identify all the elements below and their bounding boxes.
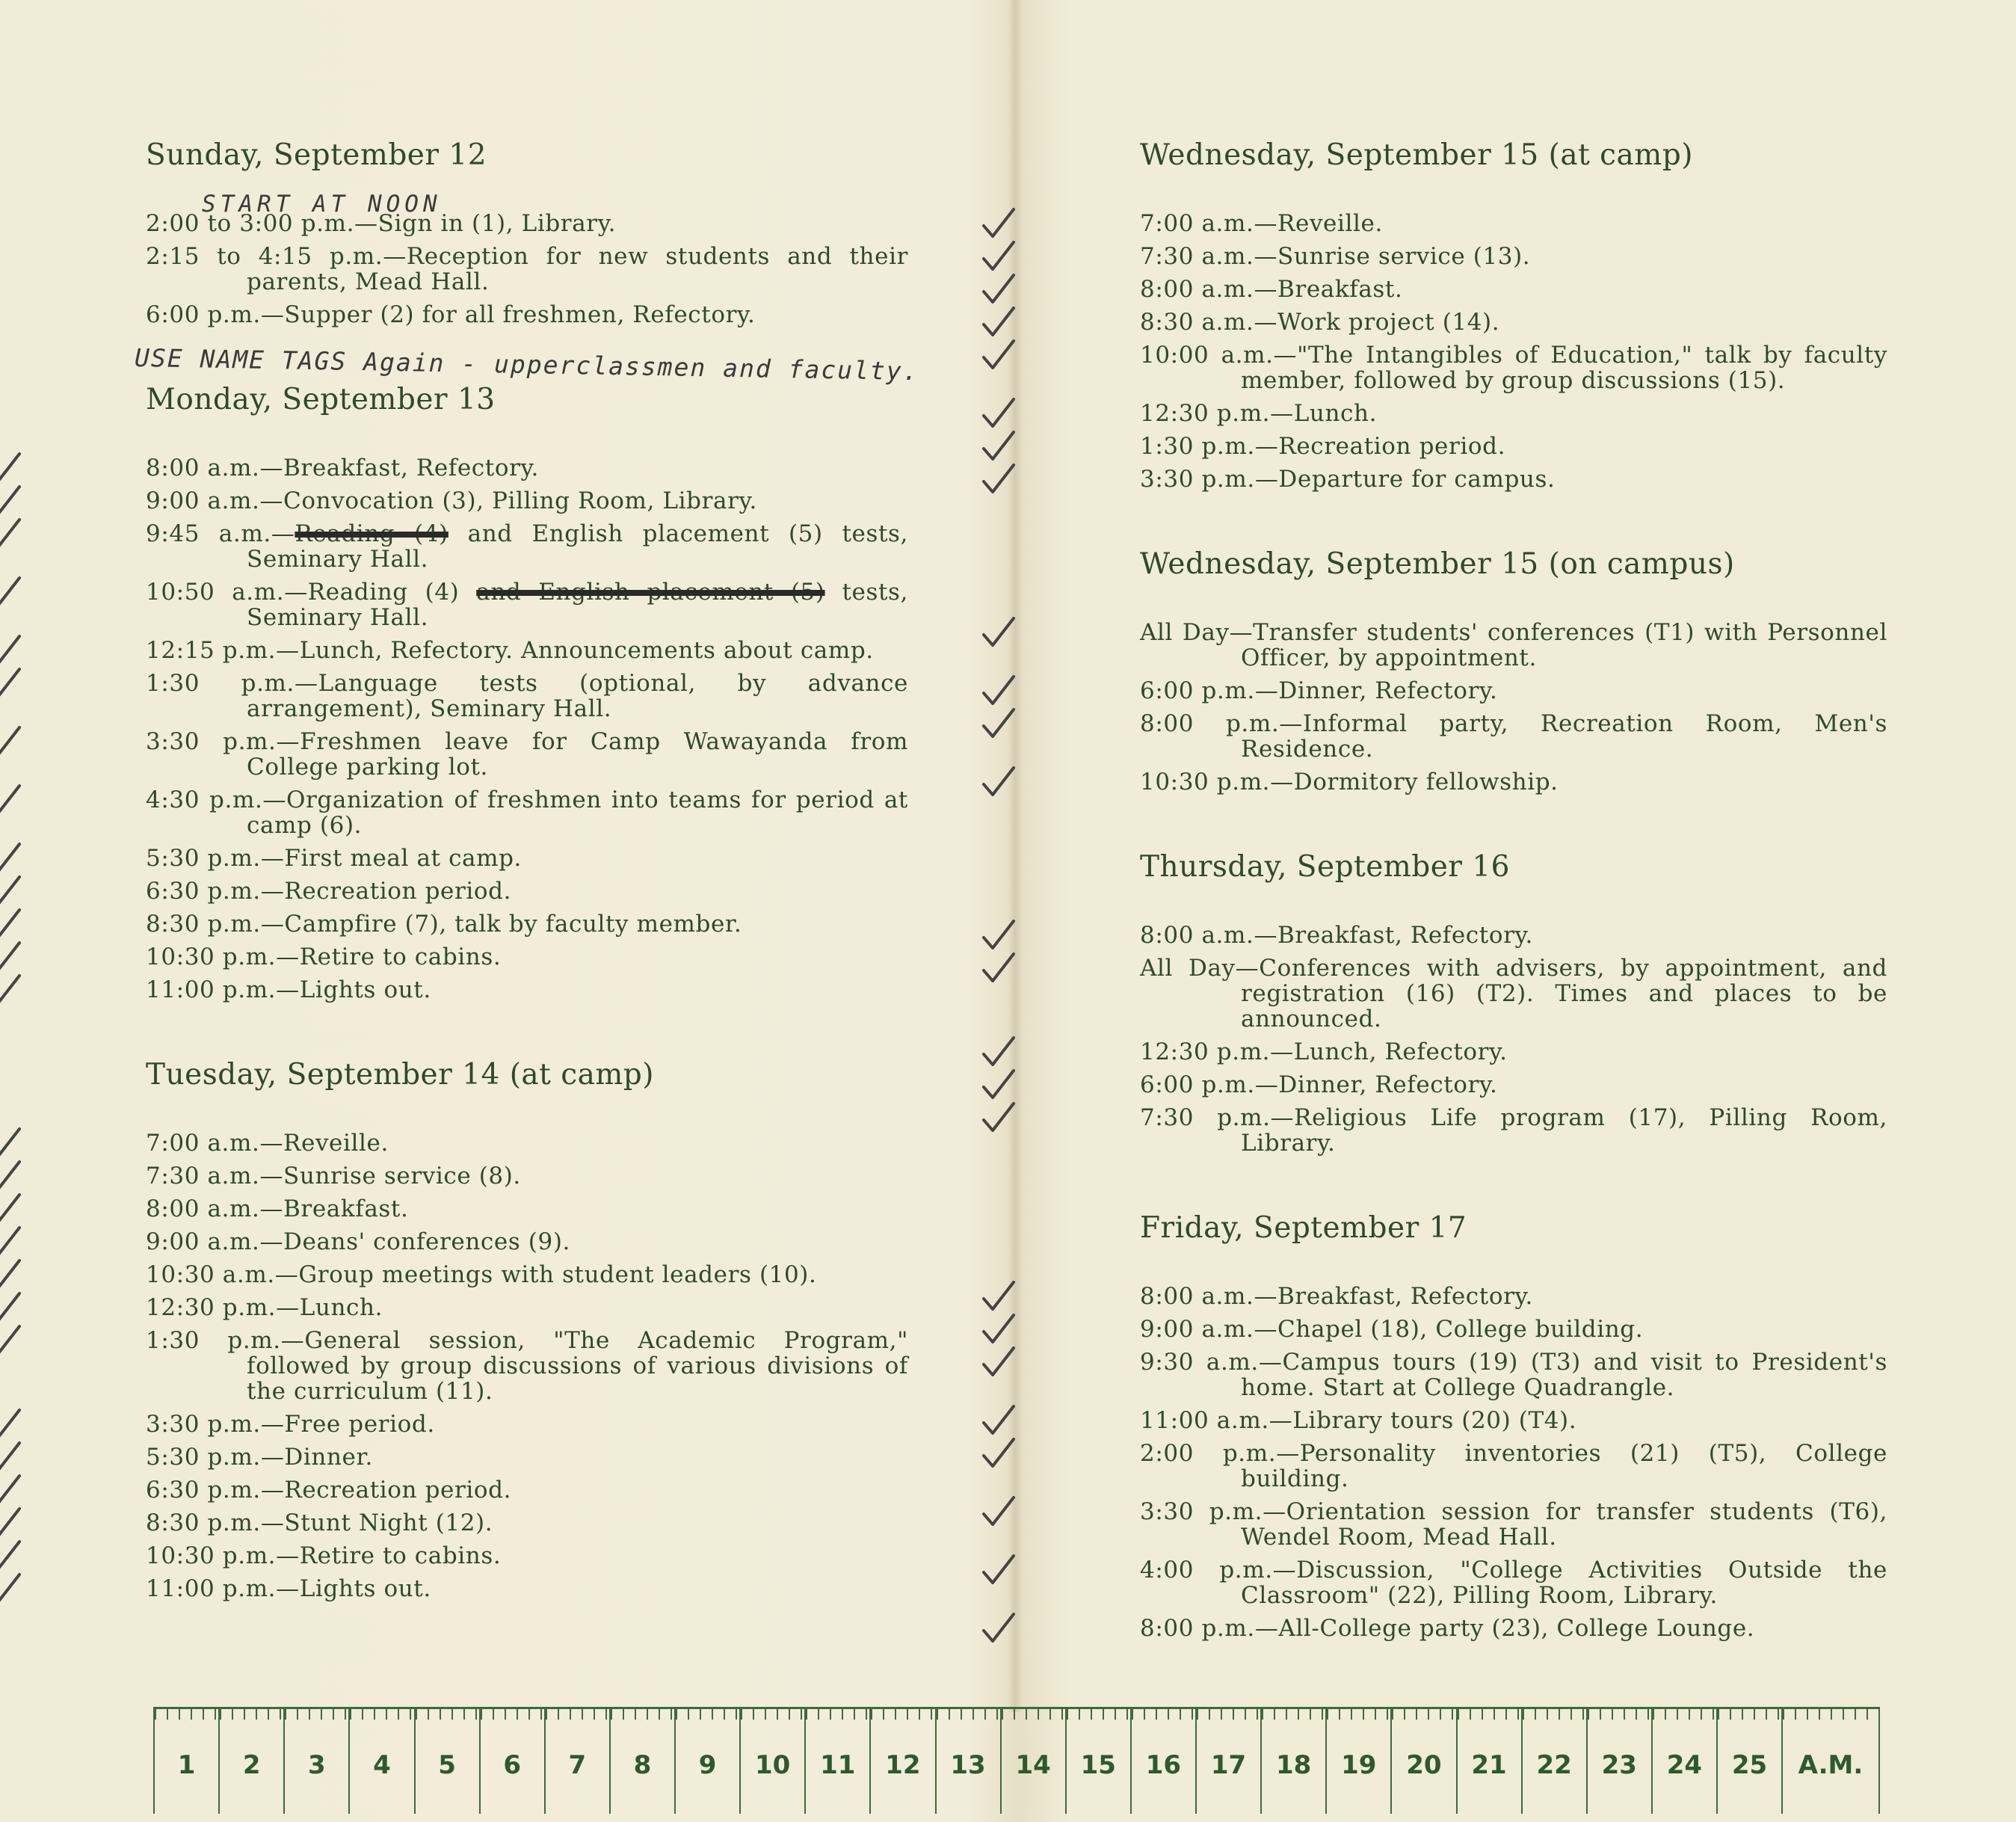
entry-text: 8:00 p.m.—Informal party, Recreation Room, Men's Residence. — [1140, 710, 1887, 763]
schedule-entry — [1140, 434, 1887, 459]
entry-text: 1:30 p.m.—Recreation period. — [1140, 433, 1506, 460]
entry-text: 5:30 p.m.—Dinner. — [146, 1444, 373, 1471]
schedule-entry — [1140, 277, 1887, 302]
entry-text: 7:00 a.m.—Reveille. — [146, 1130, 389, 1157]
entry-text: 3:30 p.m.—Free period. — [146, 1411, 435, 1438]
handwritten-check-icon — [1080, 1554, 1118, 1587]
schedule-entry — [146, 1412, 908, 1437]
entry-text: 7:00 a.m.—Reveille. — [1140, 210, 1383, 237]
entry-text: 10:30 a.m.—Group meetings with student leaders (10). — [146, 1261, 817, 1288]
entry-text: 3:30 p.m.—Orientation session for transfer students (T6), Wendel Room, Mead Hall. — [1140, 1498, 1887, 1551]
ruler-label: 24 — [1666, 1750, 1703, 1780]
schedule-entry — [146, 977, 908, 1003]
ruler-label: 8 — [633, 1750, 652, 1780]
handwritten-check-icon — [86, 485, 123, 518]
schedule-entry — [146, 1328, 908, 1404]
ruler-label: 18 — [1276, 1750, 1312, 1780]
entry-text: 9:00 a.m.—Deans' conferences (9). — [146, 1228, 570, 1255]
handwritten-check-icon — [1080, 1405, 1118, 1438]
schedule-entry — [146, 1444, 908, 1470]
ruler-label: 2 — [242, 1750, 261, 1780]
ruler-cell — [153, 1709, 218, 1814]
schedule-entry — [146, 911, 908, 937]
entry-text: 9:00 a.m.—Chapel (18), College building. — [1140, 1316, 1644, 1343]
handwritten-check-icon — [1080, 241, 1118, 274]
schedule-entry — [146, 878, 908, 904]
day-section — [146, 138, 908, 327]
handwritten-check-icon — [1080, 1036, 1118, 1069]
day-section — [146, 1058, 908, 1601]
ruler-label: 14 — [1015, 1750, 1051, 1780]
schedule-entry — [146, 1543, 908, 1569]
ruler-label: 4 — [373, 1750, 391, 1780]
entry-text: 10:30 p.m.—Dormitory fellowship. — [1140, 769, 1559, 795]
schedule-entry — [146, 1295, 908, 1320]
schedule-entry — [1140, 1349, 1887, 1400]
handwritten-check-icon — [86, 1474, 123, 1507]
ruler-label: 9 — [698, 1750, 717, 1780]
entry-text: 10:30 p.m.—Retire to cabins. — [146, 944, 502, 970]
ruler-label: 23 — [1601, 1750, 1637, 1780]
handwritten-check-icon — [86, 518, 123, 551]
ruler-cell — [739, 1709, 804, 1814]
schedule-entry — [1140, 1317, 1887, 1342]
entry-text: 3:30 p.m.—Departure for campus. — [1140, 466, 1556, 493]
ruler-label: A.M. — [1798, 1750, 1864, 1780]
entry-text: 8:00 p.m.—All-College party (23), College Lounge. — [1140, 1615, 1755, 1642]
handwritten-note-name-tags: USE NAME TAGS Again - upperclassmen and faculty. — [134, 342, 919, 387]
handwritten-check-icon — [1080, 708, 1118, 741]
ruler-label: 10 — [755, 1750, 791, 1780]
schedule-entry — [1140, 401, 1887, 426]
handwritten-check-icon — [1080, 1613, 1118, 1646]
entry-text: 6:30 p.m.—Recreation period. — [146, 878, 512, 905]
ruler-label: 13 — [950, 1750, 986, 1780]
ruler-cell — [674, 1709, 739, 1814]
ruler-cell — [479, 1709, 544, 1814]
entry-text: 8:00 a.m.—Breakfast, Refectory. — [1140, 1283, 1533, 1310]
entry-text: 6:00 p.m.—Dinner, Refectory. — [1140, 1071, 1498, 1098]
entry-text: 2:00 to 3:00 p.m.—Sign in (1), Library. — [146, 210, 617, 237]
ruler-cell — [283, 1709, 348, 1814]
day-title: Wednesday, September 15 (on campus) — [1140, 547, 1735, 581]
entry-text: 9:00 a.m.—Convocation (3), Pilling Room, Library. — [146, 487, 757, 514]
schedule-entry — [146, 579, 908, 630]
ruler-label: 12 — [885, 1750, 921, 1780]
handwritten-check-icon — [1080, 920, 1118, 952]
ruler-cell — [1456, 1709, 1521, 1814]
entry-text: 1:30 p.m.—Language tests (optional, by advance arrangement), Seminary Hall. — [146, 670, 908, 722]
ruler-cell — [1716, 1709, 1781, 1814]
schedule-entry — [146, 846, 908, 871]
handwritten-check-icon — [86, 1573, 123, 1606]
handwritten-check-icon — [86, 784, 123, 817]
entry-text: 2:00 p.m.—Personality inventories (21) (T5), College building. — [1140, 1440, 1887, 1492]
handwritten-check-icon — [86, 668, 123, 701]
handwritten-check-icon — [1080, 1438, 1118, 1471]
ruler-label: 1 — [177, 1750, 196, 1780]
entry-text: 8:30 p.m.—Campfire (7), talk by faculty member. — [146, 911, 742, 938]
schedule-entry — [146, 1477, 908, 1503]
schedule-entry — [1140, 769, 1887, 795]
ruler-label: 21 — [1471, 1750, 1507, 1780]
handwritten-check-icon — [86, 1160, 123, 1193]
handwritten-check-icon — [1080, 1281, 1118, 1314]
handwritten-check-icon — [1080, 274, 1118, 307]
handwritten-note-start-at-noon: START AT NOON — [202, 191, 442, 218]
entry-text: 2:15 to 4:15 p.m.—Reception for new students and their parents, Mead Hall. — [146, 243, 908, 295]
ruler-cell — [1586, 1709, 1651, 1814]
entry-text: 7:30 a.m.—Sunrise service (8). — [146, 1163, 521, 1189]
schedule-entry — [146, 488, 908, 514]
ruler-cell — [348, 1709, 413, 1814]
ruler-cell — [544, 1709, 609, 1814]
ruler-cell — [1390, 1709, 1455, 1814]
ruler-cell — [1195, 1709, 1260, 1814]
handwritten-check-icon — [86, 726, 123, 759]
struck-text: and English placement (5) — [476, 579, 825, 606]
ruler-label: 11 — [820, 1750, 856, 1780]
ruler-cell — [1260, 1709, 1325, 1814]
schedule-entry — [1140, 955, 1887, 1032]
handwritten-check-icon — [1080, 339, 1118, 372]
schedule-entry — [146, 1163, 908, 1189]
ruler-label: 20 — [1406, 1750, 1442, 1780]
right-column — [1140, 138, 1887, 1696]
schedule-entry — [1140, 1072, 1887, 1098]
entry-text: 6:00 p.m.—Supper (2) for all freshmen, Refectory. — [146, 301, 756, 328]
handwritten-check-icon — [86, 1441, 123, 1474]
entry-text: 9:30 a.m.—Campus tours (19) (T3) and visit to President's home. Start at College Quadrangle. — [1140, 1349, 1887, 1401]
entry-text: 12:30 p.m.—Lunch, Refectory. — [1140, 1038, 1508, 1065]
handwritten-check-icon — [1080, 675, 1118, 708]
handwritten-check-icon — [86, 1127, 123, 1160]
schedule-entry — [1140, 1284, 1887, 1309]
schedule-entry — [1140, 1616, 1887, 1641]
entry-text: 10:00 a.m.—"The Intangibles of Education," talk by faculty member, followed by group discussions (15). — [1140, 342, 1887, 394]
day-title: Wednesday, September 15 (at camp) — [1140, 138, 1693, 172]
day-section — [1140, 850, 1887, 1156]
handwritten-check-icon — [86, 452, 123, 485]
schedule-entry — [1140, 678, 1887, 704]
day-section — [146, 383, 908, 1003]
schedule-entry — [146, 729, 908, 780]
schedule-entry — [1140, 620, 1887, 671]
entry-text: 11:00 p.m.—Lights out. — [146, 1575, 431, 1602]
schedule-entry — [146, 787, 908, 838]
ruler-cell — [1651, 1709, 1716, 1814]
schedule-entry — [146, 455, 908, 481]
entry-text: All Day—Transfer students' conferences (T1) with Personnel Officer, by appointment. — [1140, 619, 1887, 671]
schedule-entry — [1140, 244, 1887, 269]
ruler-label: 7 — [568, 1750, 587, 1780]
ruler-cell — [935, 1709, 1000, 1814]
handwritten-check-icon — [86, 1507, 123, 1540]
handwritten-check-icon — [1080, 431, 1118, 464]
handwritten-check-icon — [1080, 1347, 1118, 1379]
handwritten-check-icon — [1080, 464, 1118, 496]
handwritten-check-icon — [1080, 1314, 1118, 1347]
entry-text: 11:00 p.m.—Lights out. — [146, 976, 431, 1003]
entry-text: 3:30 p.m.—Freshmen leave for Camp Wawayanda from College parking lot. — [146, 728, 908, 781]
handwritten-check-icon — [86, 875, 123, 908]
entry-text: 12:30 p.m.—Lunch. — [146, 1294, 383, 1321]
ruler-label: 22 — [1536, 1750, 1572, 1780]
handwritten-check-icon — [1080, 398, 1118, 431]
ruler-label: 15 — [1080, 1750, 1116, 1780]
entry-text: 7:30 p.m.—Religious Life program (17), Pilling Room, Library. — [1140, 1104, 1887, 1157]
schedule-entry — [1140, 711, 1887, 762]
entry-text: 6:30 p.m.—Recreation period. — [146, 1477, 512, 1504]
entry-text: 4:00 p.m.—Discussion, "College Activities Outside the Classroom" (22), Pilling Room, Library. — [1140, 1557, 1887, 1609]
schedule-entry — [1140, 1557, 1887, 1608]
handwritten-check-icon — [86, 1325, 123, 1358]
handwritten-check-icon — [1080, 617, 1118, 650]
ruler-label: 3 — [307, 1750, 326, 1780]
handwritten-check-icon — [1080, 766, 1118, 799]
schedule-entry — [146, 944, 908, 970]
schedule-entry — [1140, 1105, 1887, 1156]
entry-text: 8:00 a.m.—Breakfast. — [1140, 276, 1403, 303]
ruler-cell — [1521, 1709, 1586, 1814]
ruler-cell — [1325, 1709, 1390, 1814]
ruler-cell — [1000, 1709, 1065, 1814]
entry-text: 10:50 a.m.—Reading (4) — [146, 579, 477, 606]
schedule-entry — [1140, 342, 1887, 393]
ruler-cell — [869, 1709, 934, 1814]
handwritten-check-icon — [86, 1409, 123, 1441]
handwritten-check-icon — [86, 1259, 123, 1292]
entry-text: 8:30 a.m.—Work project (14). — [1140, 309, 1500, 336]
entry-text: 10:30 p.m.—Retire to cabins. — [146, 1542, 502, 1569]
ruler-cell — [1065, 1709, 1130, 1814]
entry-text: 4:30 p.m.—Organization of freshmen into teams for period at camp (6). — [146, 787, 908, 839]
handwritten-check-icon — [86, 1226, 123, 1259]
schedule-entry — [146, 244, 908, 295]
ruler-cell — [414, 1709, 479, 1814]
ruler-cell — [1781, 1709, 1880, 1814]
handwritten-check-icon — [86, 1292, 123, 1325]
handwritten-check-icon — [1080, 952, 1118, 985]
ruler-label: 5 — [438, 1750, 456, 1780]
entry-text: 7:30 a.m.—Sunrise service (13). — [1140, 243, 1531, 270]
schedule-entry — [146, 1130, 908, 1156]
entry-text: 8:30 p.m.—Stunt Night (12). — [146, 1509, 493, 1536]
ruler-label: 16 — [1145, 1750, 1182, 1780]
schedule-entry — [146, 302, 908, 327]
entry-text: 9:45 a.m.— — [146, 520, 295, 547]
schedule-entry — [146, 1229, 908, 1255]
ruler-label: 6 — [503, 1750, 522, 1780]
schedule-entry — [1140, 211, 1887, 236]
handwritten-check-icon — [1080, 208, 1118, 241]
schedule-entry — [146, 521, 908, 572]
handwritten-check-icon — [86, 635, 123, 668]
schedule-entry — [146, 1510, 908, 1536]
entry-text: 5:30 p.m.—First meal at camp. — [146, 845, 523, 872]
ruler-label: 19 — [1341, 1750, 1377, 1780]
schedule-entry — [1140, 1499, 1887, 1550]
handwritten-check-icon — [86, 843, 123, 875]
ruler-label: 17 — [1210, 1750, 1247, 1780]
day-title: Sunday, September 12 — [146, 138, 487, 172]
day-section — [1140, 138, 1887, 492]
ruler-cell — [804, 1709, 869, 1814]
handwritten-check-icon — [86, 1193, 123, 1226]
handwritten-check-icon — [86, 576, 123, 609]
schedule-entry — [1140, 1408, 1887, 1433]
schedule-entry — [1140, 467, 1887, 492]
handwritten-check-icon — [86, 908, 123, 941]
day-section — [1140, 1211, 1887, 1641]
ruler-cell — [609, 1709, 674, 1814]
day-title: Tuesday, September 14 (at camp) — [146, 1058, 654, 1092]
schedule-entry — [1140, 923, 1887, 948]
schedule-entry — [146, 1576, 908, 1601]
schedule-entry — [146, 1262, 908, 1287]
schedule-entry — [1140, 1441, 1887, 1492]
struck-text: Reading (4) — [295, 520, 448, 547]
handwritten-check-icon — [86, 941, 123, 974]
entry-text: 8:00 a.m.—Breakfast. — [146, 1195, 409, 1222]
entry-text: 12:15 p.m.—Lunch, Refectory. Announcements about camp. — [146, 637, 874, 664]
ruler-label: 25 — [1731, 1750, 1768, 1780]
entry-text: 8:00 a.m.—Breakfast, Refectory. — [146, 455, 539, 481]
day-title: Friday, September 17 — [1140, 1211, 1467, 1245]
entry-text: 8:00 a.m.—Breakfast, Refectory. — [1140, 922, 1533, 949]
handwritten-check-icon — [86, 1540, 123, 1573]
schedule-entry — [1140, 310, 1887, 335]
day-title: Monday, September 13 — [146, 383, 496, 416]
entry-text: 12:30 p.m.—Lunch. — [1140, 400, 1378, 427]
handwritten-check-icon — [1080, 1102, 1118, 1135]
schedule-entry — [1140, 1039, 1887, 1065]
hour-ruler — [153, 1707, 1880, 1814]
handwritten-check-icon — [1080, 1496, 1118, 1529]
schedule-entry — [146, 1196, 908, 1222]
entry-text: tests, Seminary Hall. — [247, 579, 908, 631]
handwritten-check-icon — [1080, 307, 1118, 339]
schedule-entry — [146, 671, 908, 721]
entry-text: 11:00 a.m.—Library tours (20) (T4). — [1140, 1407, 1577, 1434]
ruler-cell — [218, 1709, 283, 1814]
schedule-entry — [146, 638, 908, 663]
entry-text: 6:00 p.m.—Dinner, Refectory. — [1140, 677, 1498, 704]
day-section — [1140, 547, 1887, 795]
ruler-cell — [1130, 1709, 1195, 1814]
entry-text: 1:30 p.m.—General session, "The Academic Program," followed by group discussions of various divisions of the curriculum (11). — [146, 1327, 908, 1405]
handwritten-check-icon — [1080, 1069, 1118, 1102]
entry-text: and English placement (5) tests, Seminary Hall. — [247, 520, 908, 573]
handwritten-check-icon — [86, 974, 123, 1007]
day-title: Thursday, September 16 — [1140, 850, 1510, 884]
entry-text: All Day—Conferences with advisers, by appointment, and registration (16) (T2). Times and places to be announced. — [1140, 955, 1887, 1032]
